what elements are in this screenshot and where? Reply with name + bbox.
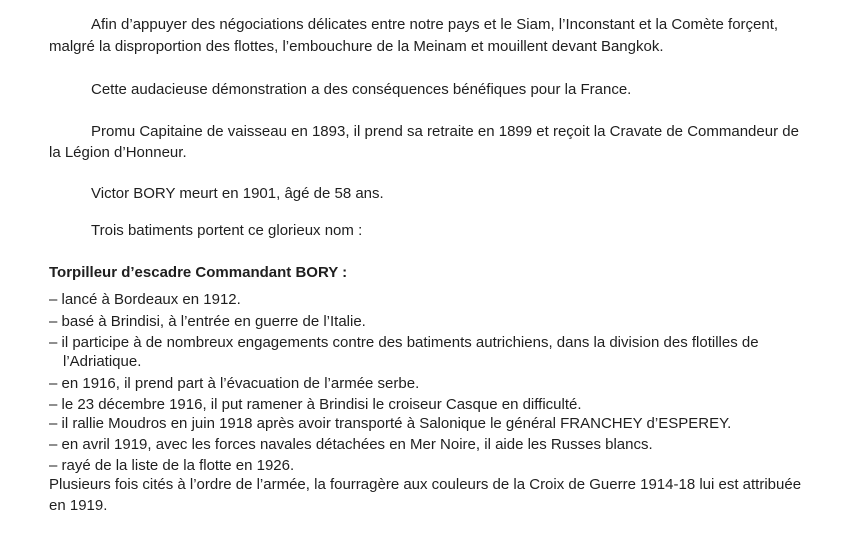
paragraph-4-line-1: Victor BORY meurt en 1901, âgé de 58 ans. [91, 185, 384, 202]
paragraph-5-line-1: Trois batiments portent ce glorieux nom : [91, 222, 363, 239]
paragraph-1-line-1: Afin d’appuyer des négociations délicates entre notre pays et le Siam, l’Inconstant et la Comète forçent, [91, 16, 779, 33]
bullet-item: – lancé à Bordeaux en 1912. [49, 291, 241, 308]
bullet-item: – basé à Brindisi, à l’entrée en guerre de l’Italie. [49, 313, 366, 330]
paragraph-3-line-1: Promu Capitaine de vaisseau en 1893, il prend sa retraite en 1899 et reçoit la Cravate de Commandeur de [91, 123, 799, 140]
paragraph-1-line-2: malgré la disproportion des flottes, l’embouchure de la Meinam et mouillent devant Bangkok. [49, 38, 664, 55]
paragraph-2-line-1: Cette audacieuse démonstration a des conséquences bénéfiques pour la France. [91, 81, 632, 98]
bullet-item: – il participe à de nombreux engagements contre des batiments autrichiens, dans la division des flotilles de [49, 334, 759, 351]
bullet-item: – en 1916, il prend part à l’évacuation de l’armée serbe. [49, 375, 420, 392]
bullet-item-continuation: l’Adriatique. [63, 353, 142, 370]
bullet-item: – le 23 décembre 1916, il put ramener à Brindisi le croiseur Casque en difficulté. [49, 396, 582, 413]
bullet-item: – en avril 1919, avec les forces navales détachées en Mer Noire, il aide les Russes blancs. [49, 436, 653, 453]
bullet-item: – il rallie Moudros en juin 1918 après avoir transporté à Salonique le général FRANCHEY d’ESPEREY. [49, 415, 732, 432]
paragraph-3-line-2: la Légion d’Honneur. [49, 144, 187, 161]
closing-line-1: Plusieurs fois cités à l’ordre de l’armée, la fourragère aux couleurs de la Croix de Guerre 1914-18 lui est attribuée [49, 476, 802, 493]
section-heading: Torpilleur d’escadre Commandant BORY : [49, 264, 348, 281]
bullet-item: – rayé de la liste de la flotte en 1926. [49, 457, 295, 474]
closing-line-2: en 1919. [49, 497, 108, 514]
